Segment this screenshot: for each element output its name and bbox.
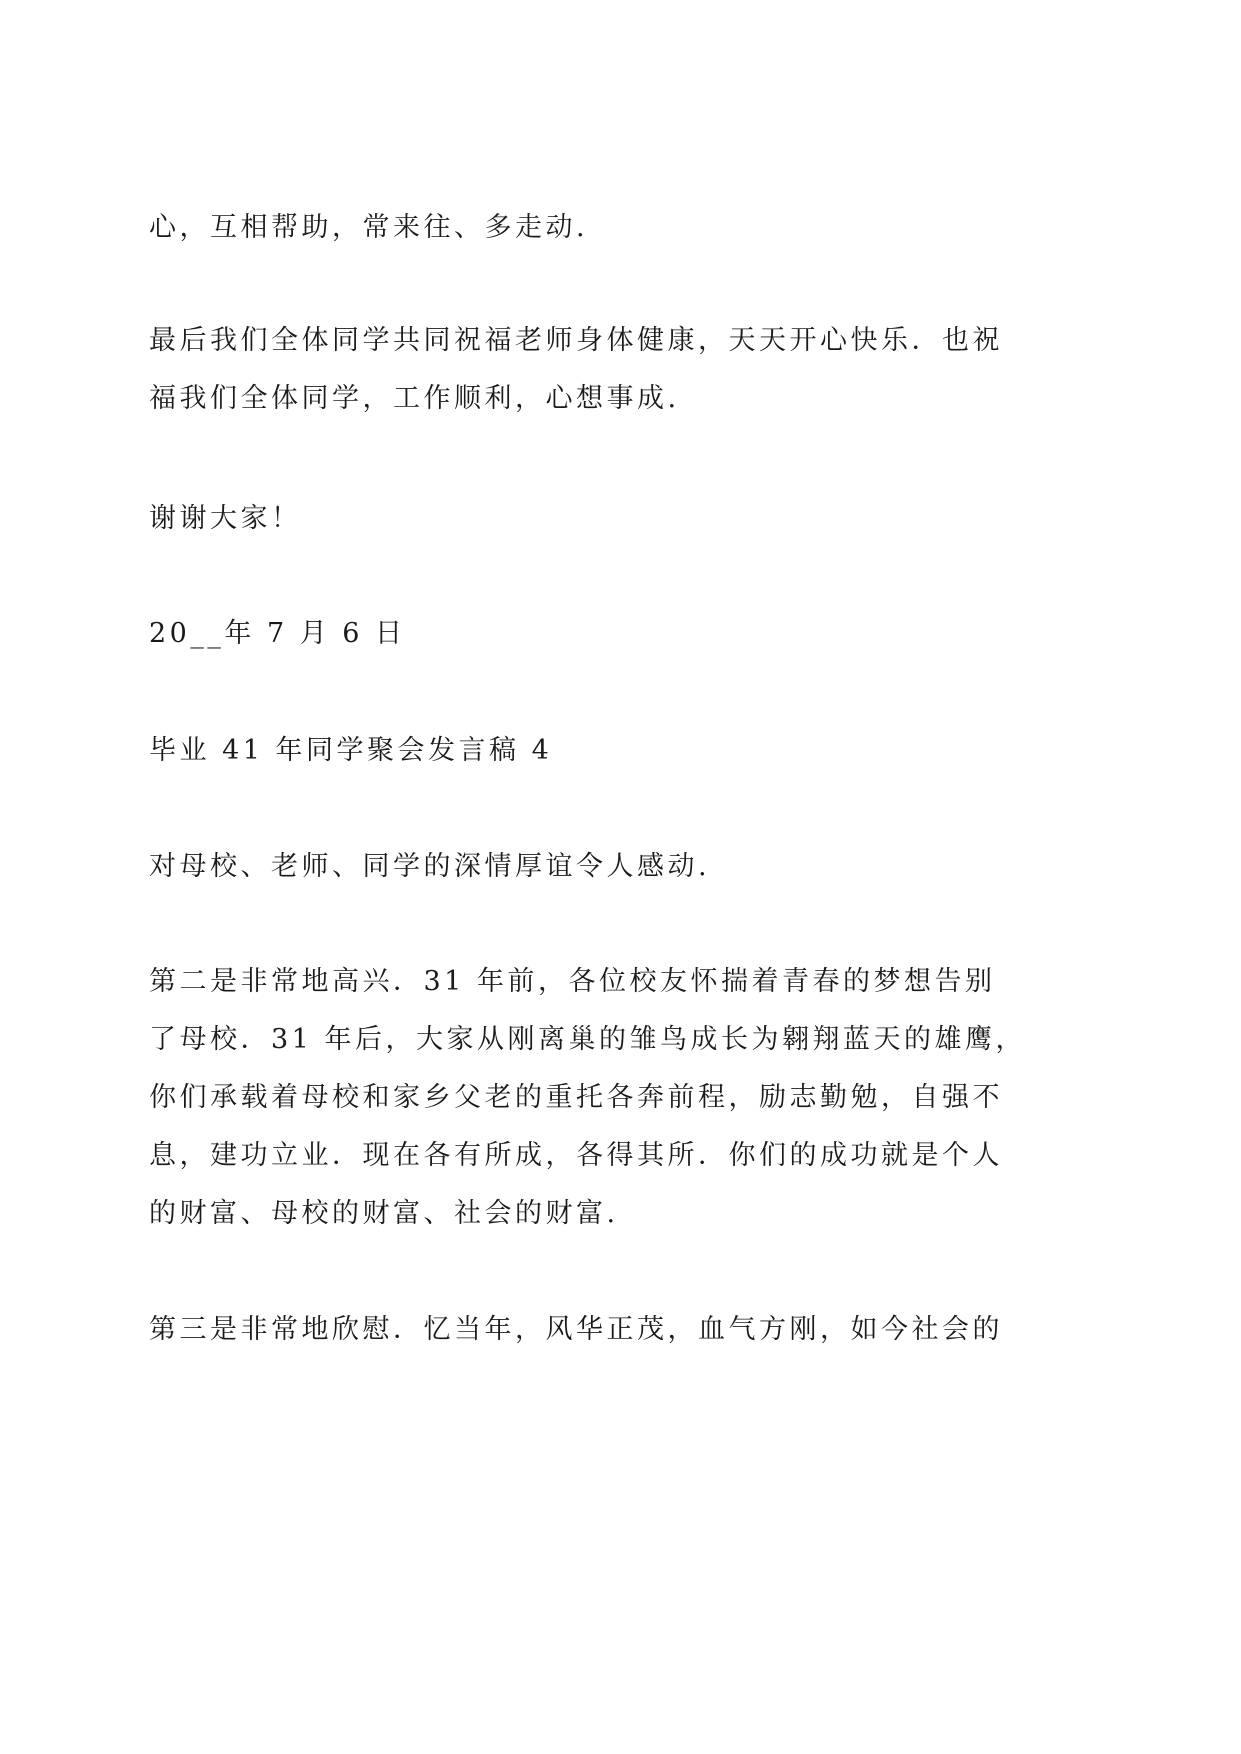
- paragraph-line: 对母校、老师、同学的深情厚谊令人感动.: [149, 851, 711, 882]
- paragraph-line: 第二是非常地高兴．31 年前，各位校友怀揣着青春的梦想告别: [149, 966, 996, 997]
- paragraph-line: 息，建功立业．现在各有所成，各得其所．你们的成功就是个人: [149, 1140, 1003, 1171]
- paragraph-line: 第三是非常地欣慰．忆当年，风华正茂，血气方刚，如今社会的: [149, 1314, 1003, 1345]
- paragraph-line: 的财富、母校的财富、社会的财富.: [149, 1198, 619, 1229]
- paragraph-line: 最后我们全体同学共同祝福老师身体健康，天天开心快乐．也祝: [149, 325, 1003, 356]
- paragraph-line: 你们承载着母校和家乡父老的重托各奔前程，励志勤勉，自强不: [149, 1082, 1003, 1113]
- paragraph-line: 心，互相帮助，常来往、多走动.: [149, 212, 589, 243]
- date-line: 20__年 7 月 6 日: [149, 618, 406, 649]
- paragraph-line: 福我们全体同学，工作顺利，心想事成.: [149, 383, 680, 414]
- section-heading: 毕业 41 年同学聚会发言稿 4: [149, 735, 553, 766]
- paragraph-line: 了母校．31 年后，大家从刚离巢的雏鸟成长为翱翔蓝天的雄鹰，: [149, 1024, 1026, 1055]
- paragraph-line: 谢谢大家！: [149, 503, 302, 534]
